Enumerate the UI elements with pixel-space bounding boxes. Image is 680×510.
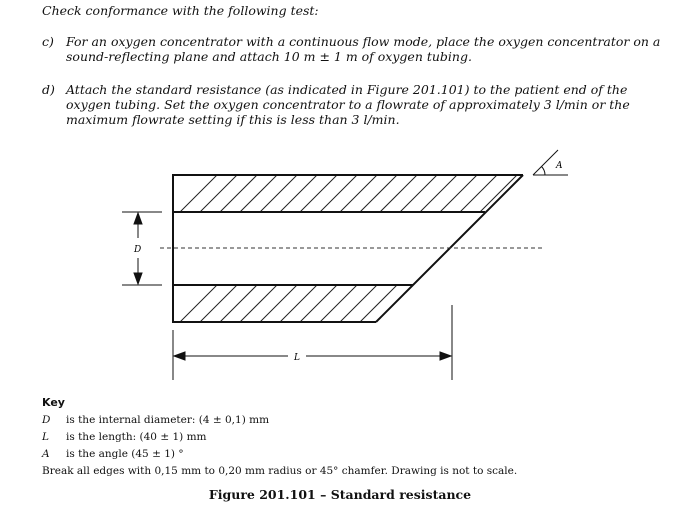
top-wall-hatching (180, 175, 517, 212)
angle-symbol (533, 150, 568, 175)
key-symbol: D (42, 414, 51, 426)
drawing-note: Break all edges with 0,15 mm to 0,20 mm radius or 45° chamfer. Drawing is not to scale. (42, 465, 518, 477)
angle-label: A (556, 161, 563, 171)
key-description: is the internal diameter: (4 ± 0,1) mm (66, 414, 270, 426)
step-text: Attach the standard resistance (as indicated in Figure 201.101) to the patient end of the oxygen tubing. Set the oxygen concentrator to a flowrate of approximately 3 l/min or the maximum flowrate setting if this is less than 3 l/min. (66, 82, 630, 127)
key-title: Key (42, 396, 65, 409)
length-label: L (294, 353, 300, 363)
diameter-dimension (122, 212, 162, 285)
key-symbol: L (42, 431, 49, 443)
key-description: is the angle (45 ± 1) ° (66, 448, 184, 460)
figure-caption: Figure 201.101 – Standard resistance (208, 487, 472, 502)
intro-text: Check conformance with the following test: (42, 3, 319, 18)
diameter-label: D (134, 245, 142, 255)
key-description: is the length: (40 ± 1) mm (66, 431, 207, 443)
key-symbol: A (42, 448, 50, 460)
step-label: d) (42, 82, 55, 97)
length-dimension (173, 305, 452, 380)
step-label: c) (42, 34, 54, 49)
step-text: For an oxygen concentrator with a continuous flow mode, place the oxygen concentrator on a sound-reflecting plane and attach 10 m ± 1 m of oxygen tubing. (66, 34, 661, 64)
